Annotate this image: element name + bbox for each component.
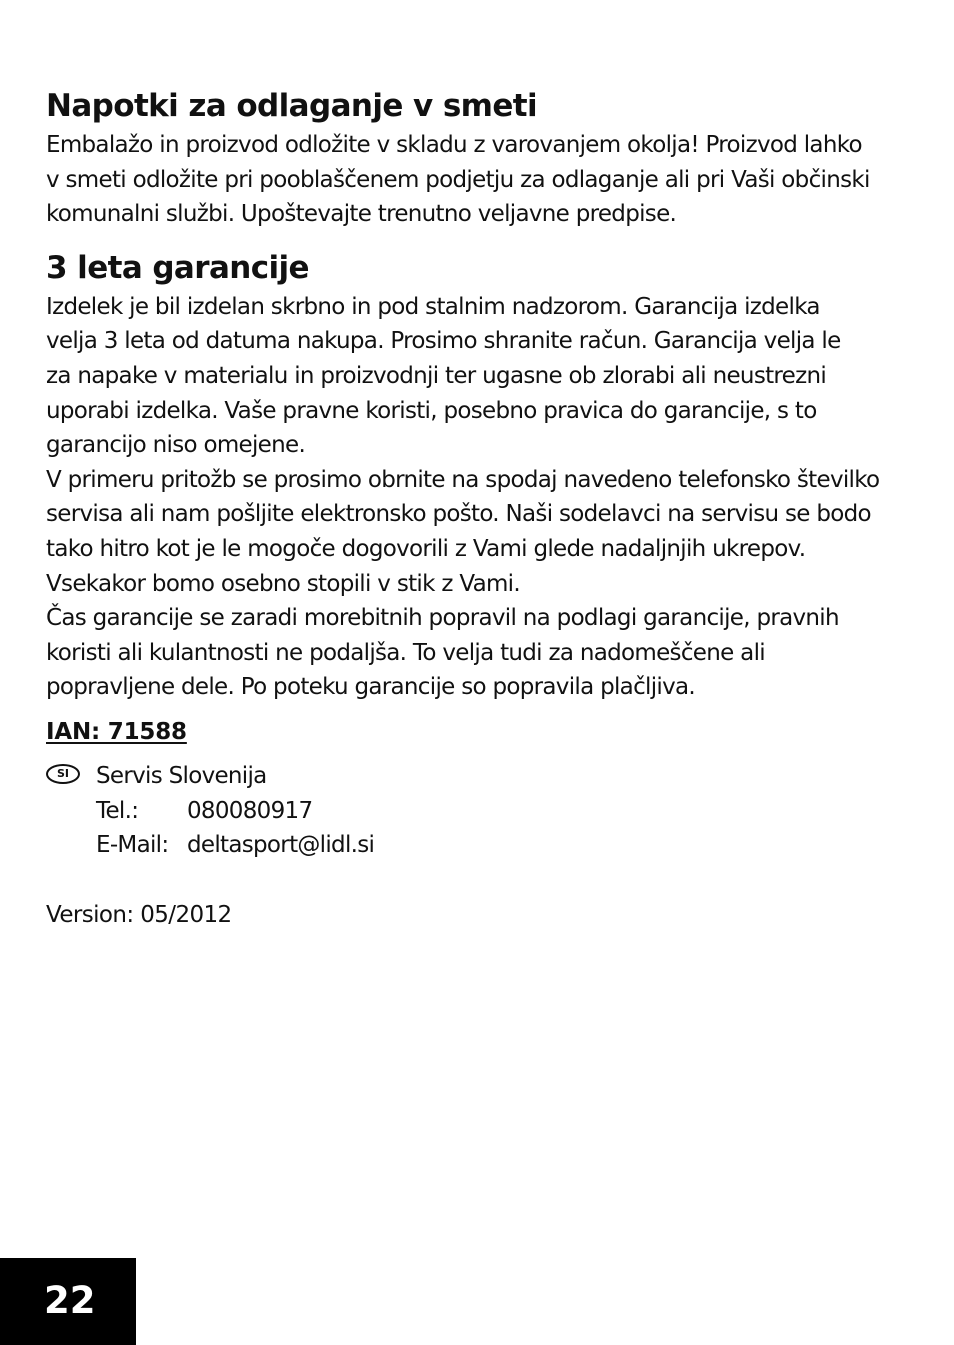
disposal-line: komunalni službi. Upoštevajte trenutno veljavne predpise. [46,201,677,228]
warranty-line: V primeru pritožb se prosimo obrnite na spodaj navedeno telefonsko številko [46,466,880,493]
service-tel-row [96,794,916,829]
page-number: 22 [44,1279,96,1322]
email-value: deltasport@lidl.si [187,832,375,859]
warranty-paragraph [46,290,916,705]
email-label: E-Mail: [96,832,169,859]
service-contact [46,759,916,863]
service-email-row [96,828,916,863]
ian-number: IAN: 71588 [46,718,187,745]
warranty-line: velja 3 leta od datuma nakupa. Prosimo shranite račun. Garancija velja le [46,328,841,355]
warranty-line: uporabi izdelka. Vaše pravne koristi, posebno pravica do garancije, s to [46,397,817,424]
disposal-heading: Napotki za odlaganje v smeti [46,88,538,124]
disposal-paragraph [46,128,916,232]
warranty-heading: 3 leta garancije [46,249,309,286]
warranty-line: Vsekakor bomo osebno stopili v stik z Vami. [46,570,520,597]
warranty-line: tako hitro kot je le mogoče dogovorili z Vami glede nadaljnjih ukrepov. [46,535,806,562]
warranty-line: popravljene dele. Po poteku garancije so popravila plačljiva. [46,674,695,701]
warranty-line: Čas garancije se zaradi morebitnih popravil na podlagi garancije, pravnih [46,605,839,632]
tel-value: 080080917 [187,797,313,824]
warranty-line: Izdelek je bil izdelan skrbno in pod stalnim nadzorom. Garancija izdelka [46,293,820,320]
warranty-line: koristi ali kulantnosti ne podaljša. To velja tudi za nadomeščene ali [46,639,765,666]
disposal-line: v smeti odložite pri pooblaščenem podjetju za odlaganje ali pri Vaši občinski [46,166,870,193]
page-content [46,84,916,932]
disposal-line: Embalažo in proizvod odložite v skladu z varovanjem okolja! Proizvod lahko [46,132,862,158]
warranty-line: za napake v materialu in proizvodnji ter ugasne ob zlorabi ali neustrezni [46,362,827,389]
warranty-line: servisa ali nam pošljite elektronsko pošto. Naši sodelavci na servisu se bodo [46,501,871,528]
warranty-line: garancijo niso omejene. [46,432,306,459]
version-text: Version: 05/2012 [46,901,232,928]
country-badge-icon: SI [46,764,80,784]
service-name: Servis Slovenija [96,762,267,789]
tel-label: Tel.: [96,797,139,824]
page-number-box [0,1258,136,1345]
